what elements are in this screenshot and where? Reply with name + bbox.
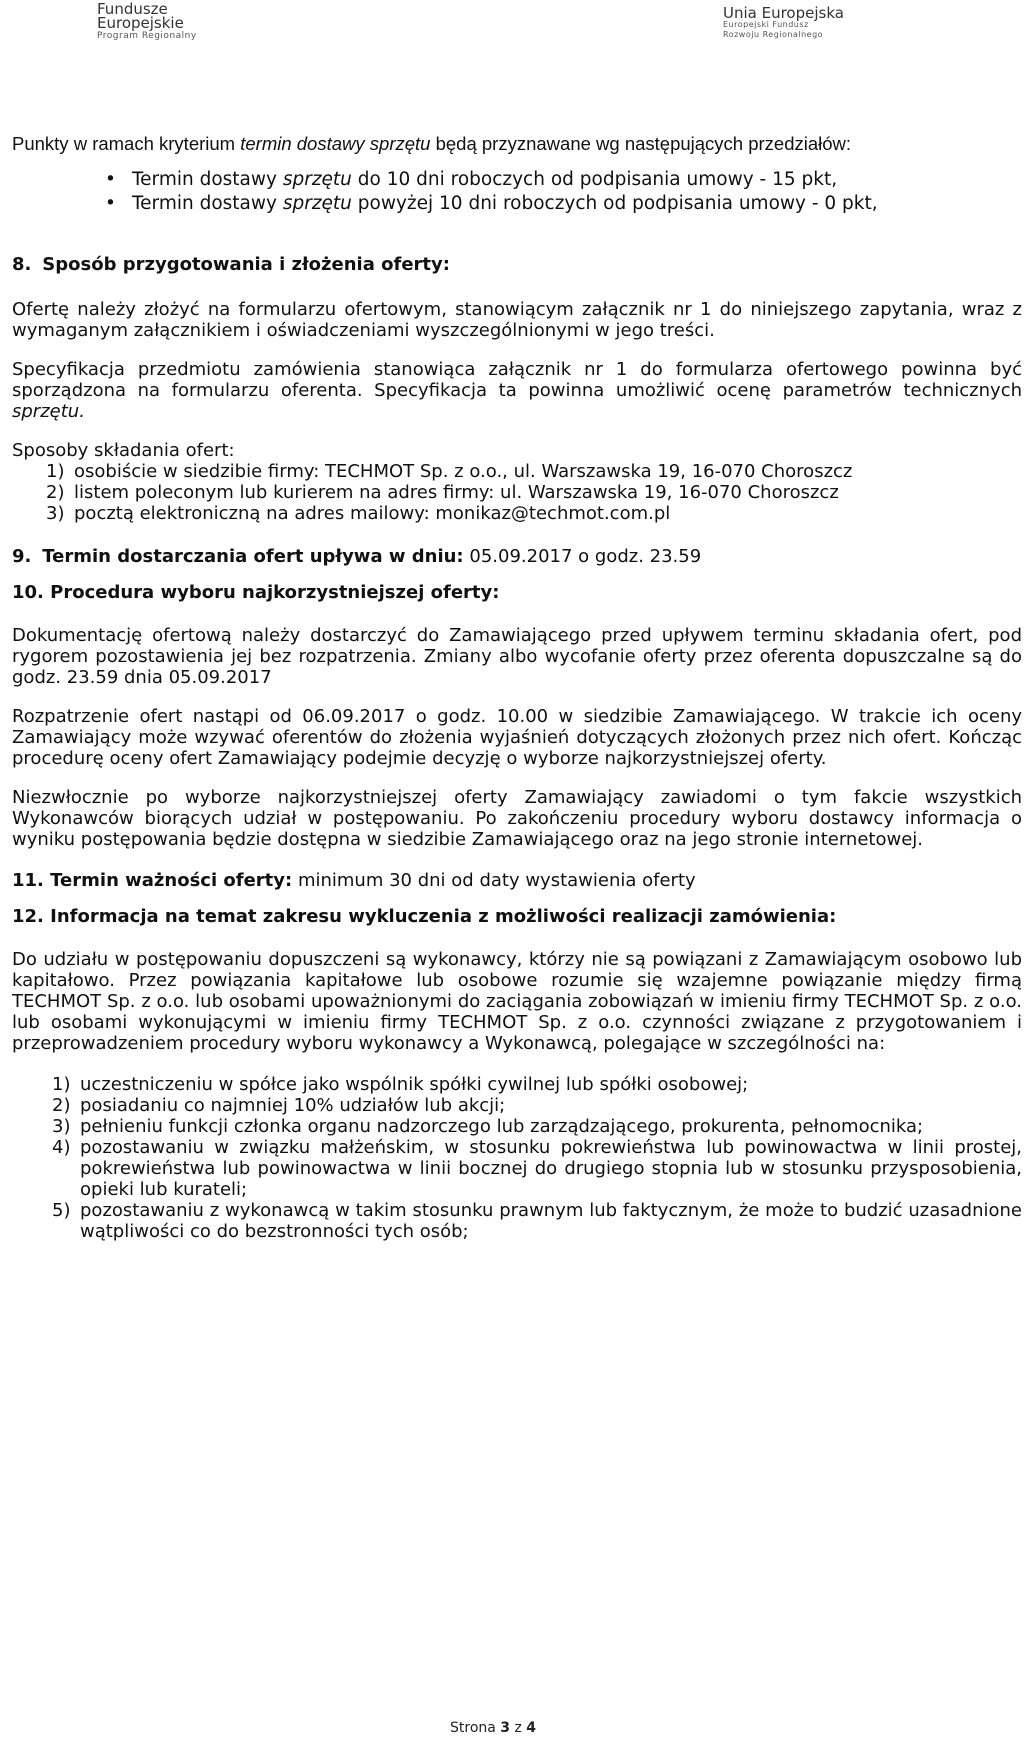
header-logo-right [723,6,844,40]
list-text: pozostawaniu z wykonawcą w takim stosunku prawnym lub faktycznym, że może to budzić uzasadnione wątpliwości co do bezstronności tych osób; [80,1200,1022,1242]
list-text: posiadaniu co najmniej 10% udziałów lub akcji; [80,1095,506,1116]
list-number: 1) [52,1074,71,1095]
section-8-heading [12,254,1022,275]
section-number: 12. [12,906,44,927]
criteria-bullets [12,168,1022,216]
list-number: 2) [52,1095,71,1116]
list-item [46,503,1022,524]
bullet-item [132,192,1022,216]
section-title: Sposób przygotowania i złożenia oferty: [42,254,450,275]
list-text: uczestniczeniu w spółce jako wspólnik spółki cywilnej lub spółki osobowej; [80,1074,749,1095]
list-item [52,1137,1022,1200]
section-10-para-2: Rozpatrzenie ofert nastąpi od 06.09.2017 o godz. 10.00 w siedzibie Zamawiającego. W trakcie ich oceny Zamawiający może wzywać oferentów do złożenia wyjaśnień dotyczących złożonych przez nich ofert. Kończąc procedurę oceny ofert Zamawiający podejmie decyzję o wyborze najkorzystniejszej oferty. [12,706,1022,769]
bullet-pre: Termin dostawy [132,169,283,190]
list-number: 3) [52,1116,71,1137]
section-number: 8. [12,254,32,275]
methods-heading: Sposoby składania ofert: [12,440,235,461]
header-left-line3: Program Regionalny [97,31,197,41]
page-of: z [510,1720,527,1736]
bullet-em: sprzętu [282,169,352,190]
bullet-em: sprzętu [282,193,352,214]
header-logo-left [97,2,197,42]
list-text: osobiście w siedzibie firmy: TECHMOT Sp. z o.o., ul. Warszawska 19, 16-070 Choroszcz [74,461,853,482]
section-number: 10. [12,582,44,603]
section-10-para-3: Niezwłocznie po wyborze najkorzystniejszej oferty Zamawiający zawiadomi o tym fakcie wszystkich Wykonawców biorących udział w postępowaniu. Po zakończeniu procedury wyboru dostawcy informacja o wyniku postępowania będzie dostępna w siedzibie Zamawiającego oraz na jego stronie internetowej. [12,787,1022,850]
list-text: listem poleconym lub kurierem na adres firmy: ul. Warszawska 19, 16-070 Choroszcz [74,482,839,503]
list-number: 3) [46,503,65,524]
section-8-para-1: Ofertę należy złożyć na formularzu ofertowym, stanowiącym załącznik nr 1 do niniejszego zapytania, wraz z wymaganym załącznikiem i oświadczeniami wyszczególnionymi w jego treści. [12,299,1022,341]
bullet-post: do 10 dni roboczych od podpisania umowy - 15 pkt, [351,169,838,190]
section-8-para-2 [12,359,1022,422]
list-number: 4) [52,1137,71,1158]
list-number: 2) [46,482,65,503]
list-text: pozostawaniu w związku małżeńskim, w stosunku pokrewieństwa lub powinowactwa w linii prostej, pokrewieństwa lub powinowactwa w linii bocznej do drugiego stopnia lub w stosunku przysposobienia, opieki lub kurateli; [80,1137,1022,1200]
list-number: 1) [46,461,65,482]
list-item [46,482,1022,503]
list-item [52,1116,1022,1137]
section-title: Procedura wyboru najkorzystniejszej oferty: [50,582,500,603]
header-left-line1: Fundusze [97,0,168,18]
intro-post: będą przyznawane wg następujących przedziałów: [430,133,852,154]
methods-list [12,461,1022,524]
header-left-line2: Europejskie [97,14,184,32]
section-10-heading [12,582,1022,603]
intro-pre: Punkty w ramach kryterium [12,133,241,154]
list-item [52,1095,1022,1116]
document-body [12,133,1022,1242]
list-item [52,1074,1022,1095]
page-total: 4 [526,1720,537,1736]
section-10-para-1: Dokumentację ofertową należy dostarczyć do Zamawiającego przed upływem terminu składania ofert, pod rygorem pozostawienia jej bez rozpatrzenia. Zmiany albo wycofanie oferty przez oferenta dopuszczalne są do godz. 23.59 dnia 05.09.2017 [12,625,1022,688]
list-text: pocztą elektroniczną na adres mailowy: monikaz@techmot.com.pl [74,503,671,524]
validity-value: minimum 30 dni od daty wystawienia oferty [292,870,696,891]
section-12-heading [12,906,1022,927]
bullet-post: powyżej 10 dni roboczych od podpisania umowy - 0 pkt, [351,193,878,214]
list-text: pełnieniu funkcji członka organu nadzorczego lub zarządzającego, prokurenta, pełnomocnika; [80,1116,924,1137]
para-2-text: Specyfikacja przedmiotu zamówienia stanowiąca załącznik nr 1 do formularza ofertowego powinna być sporządzona na formularzu oferenta. Specyfikacja ta powinna umożliwić ocenę parametrów technicznych [12,359,1022,401]
page-number [450,1718,536,1739]
section-12-para-1: Do udziału w postępowaniu dopuszczeni są wykonawcy, którzy nie są powiązani z Zamawiającym osobowo lub kapitałowo. Przez powiązania kapitałowe lub osobowe rozumie się wzajemne powiązanie między firmą TECHMOT Sp. z o.o. lub osobami upoważnionymi do zaciągania zobowiązań w imieniu firmy TECHMOT Sp. z o.o. lub osobami wykonującymi w imieniu firmy TECHMOT Sp. z o.o. czynności związane z przygotowaniem i przeprowadzeniem procedury wyboru wykonawcy a Wykonawcą, polegające w szczególności na: [12,949,1022,1054]
section-11-line [12,870,1022,891]
header-right-line3: Rozwoju Regionalnego [723,30,824,39]
list-item [46,461,1022,482]
header-right-line2: Europejski Fundusz [723,20,809,29]
exclusion-list [12,1074,1022,1242]
header-right-line1: Unia Europejska [723,4,844,22]
section-9-line [12,546,1022,567]
para-2-em: sprzętu. [12,401,85,422]
deadline-value: 05.09.2017 o godz. 23.59 [463,546,702,567]
section-title: Termin ważności oferty: [50,870,293,891]
list-item [52,1200,1022,1242]
section-number: 11. [12,870,44,891]
list-number: 5) [52,1200,71,1221]
section-title: Termin dostarczania ofert upływa w dniu: [42,546,464,567]
bullet-pre: Termin dostawy [132,193,283,214]
intro-em: termin dostawy sprzętu [240,133,431,154]
section-title: Informacja na temat zakresu wykluczenia z możliwości realizacji zamówienia: [50,906,837,927]
page-label: Strona [450,1720,501,1736]
page-current: 3 [500,1720,511,1736]
bullet-item [132,168,1022,192]
criteria-intro [12,133,1022,154]
section-number: 9. [12,546,32,567]
